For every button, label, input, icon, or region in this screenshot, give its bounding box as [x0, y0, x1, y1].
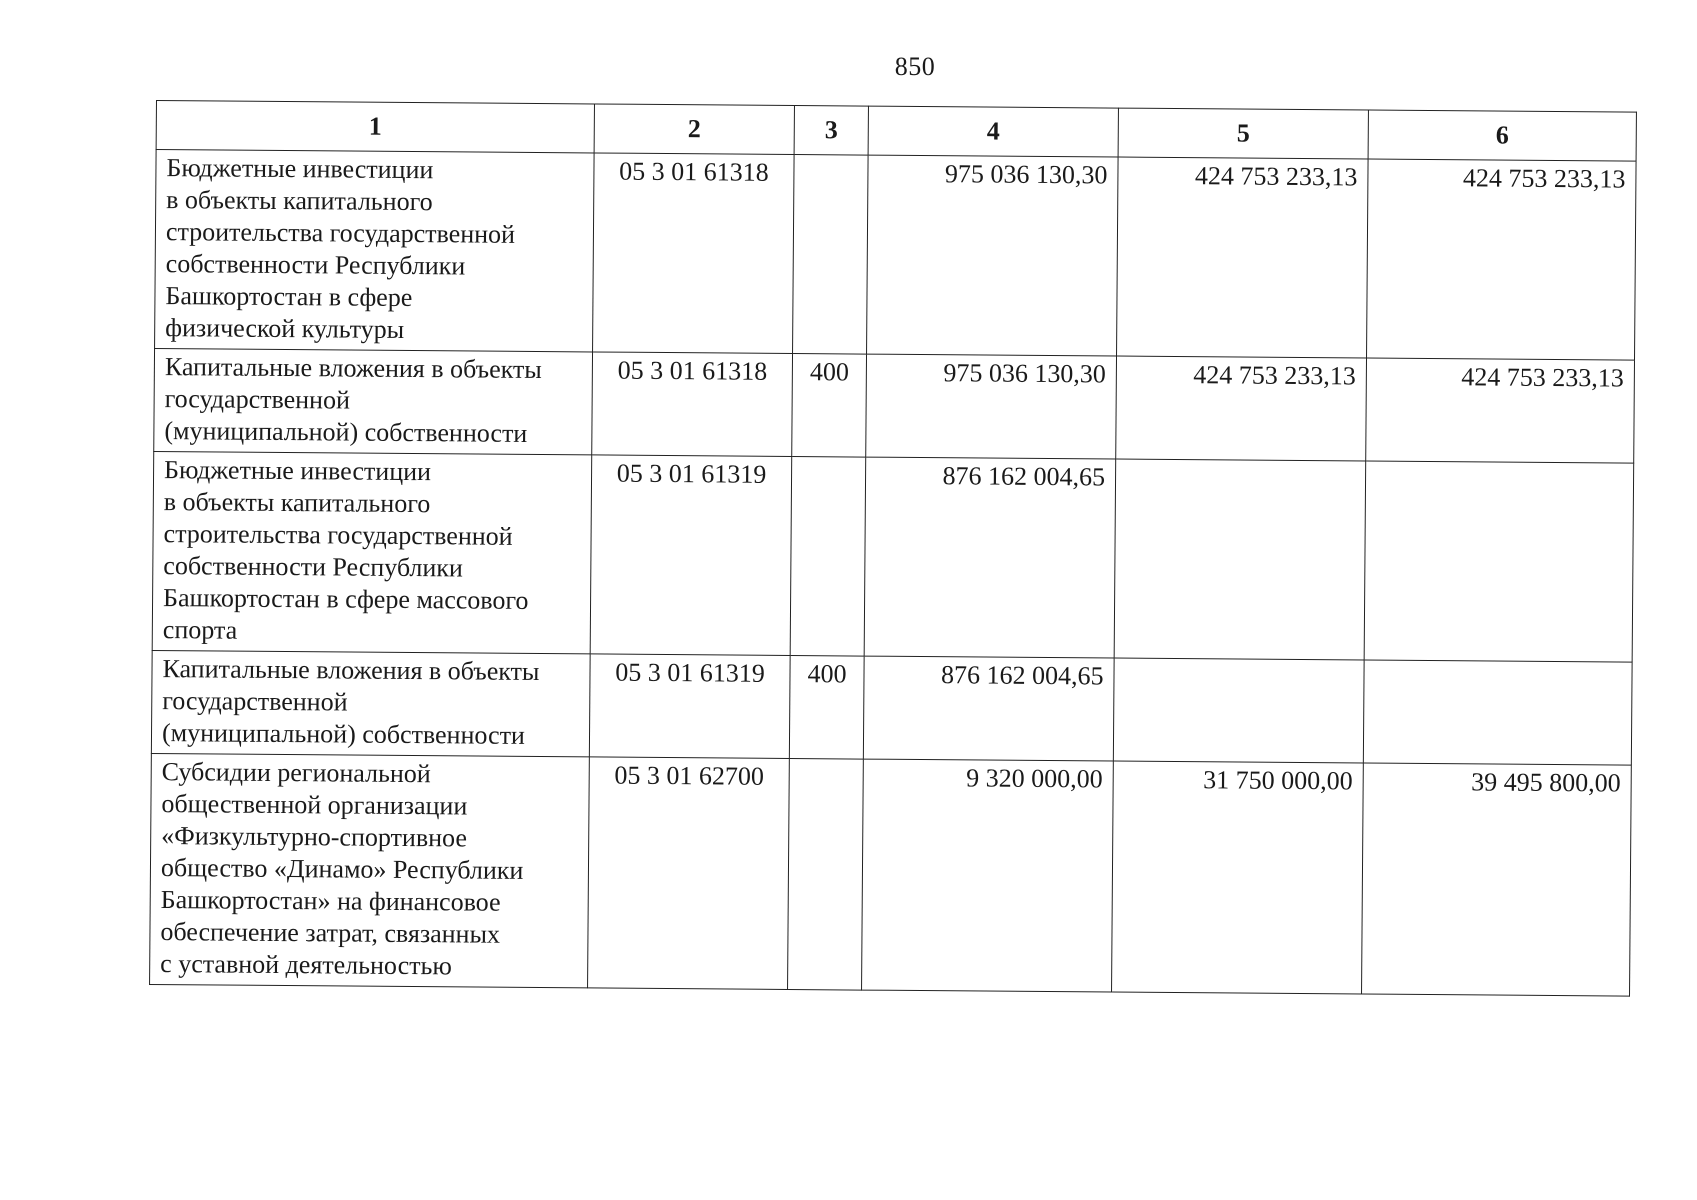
header-col-4: 4 [868, 106, 1118, 157]
table-row [154, 348, 1635, 463]
row-expense-type [793, 155, 869, 355]
row-expense-type: 400 [789, 655, 864, 759]
table-row [150, 753, 1632, 996]
row-name: Субсидии региональной общественной организации «Физкультурно-спортивное общество «Динамо» Республики Башкортостан» на финансовое обеспечение затрат, связанных с уставной деятельностью [150, 753, 590, 987]
row-value-col5: 424 753 233,13 [1117, 157, 1369, 358]
row-name: Бюджетные инвестиции в объекты капитального строительства государственной собственности Республики Башкортостан в сфере массового спорта [152, 451, 592, 653]
row-code: 05 3 01 61318 [593, 153, 795, 354]
row-value-col4: 975 036 130,30 [867, 155, 1119, 356]
row-expense-type [790, 457, 866, 657]
row-name: Капитальные вложения в объекты государственной (муниципальной) собственности [154, 348, 593, 454]
row-expense-type: 400 [792, 354, 867, 458]
table-row [155, 150, 1637, 361]
table-row [151, 650, 1632, 765]
row-code: 05 3 01 61319 [590, 455, 792, 656]
header-col-5: 5 [1118, 108, 1368, 159]
row-value-col6: 424 753 233,13 [1367, 159, 1637, 360]
table-row [152, 451, 1634, 662]
budget-table-container [149, 100, 1636, 997]
page-number: 850 [894, 52, 936, 81]
row-value-col5: 31 750 000,00 [1112, 761, 1364, 994]
row-value-col5: 424 753 233,13 [1116, 356, 1367, 461]
row-value-col6: 39 495 800,00 [1362, 763, 1632, 996]
row-value-col5 [1113, 658, 1364, 763]
row-code: 05 3 01 62700 [588, 757, 790, 990]
header-col-6: 6 [1368, 110, 1636, 161]
row-value-col4: 9 320 000,00 [862, 759, 1114, 992]
header-col-3: 3 [794, 106, 868, 156]
row-value-col5 [1114, 459, 1366, 660]
row-code: 05 3 01 61319 [589, 654, 790, 759]
row-code: 05 3 01 61318 [592, 352, 793, 457]
row-value-col4: 876 162 004,65 [863, 656, 1114, 761]
row-name: Капитальные вложения в объекты государственной (муниципальной) собственности [151, 650, 590, 756]
row-name: Бюджетные инвестиции в объекты капитального строительства государственной собственности Республики Башкортостан в сфере физической культуры [155, 150, 595, 352]
budget-table [149, 100, 1637, 997]
row-value-col6 [1363, 660, 1632, 765]
row-value-col4: 975 036 130,30 [866, 354, 1117, 459]
header-col-2: 2 [594, 104, 794, 155]
row-expense-type [788, 758, 864, 990]
row-value-col4: 876 162 004,65 [864, 457, 1116, 658]
row-value-col6: 424 753 233,13 [1366, 358, 1635, 463]
row-value-col6 [1364, 461, 1634, 662]
header-col-1: 1 [156, 101, 594, 153]
